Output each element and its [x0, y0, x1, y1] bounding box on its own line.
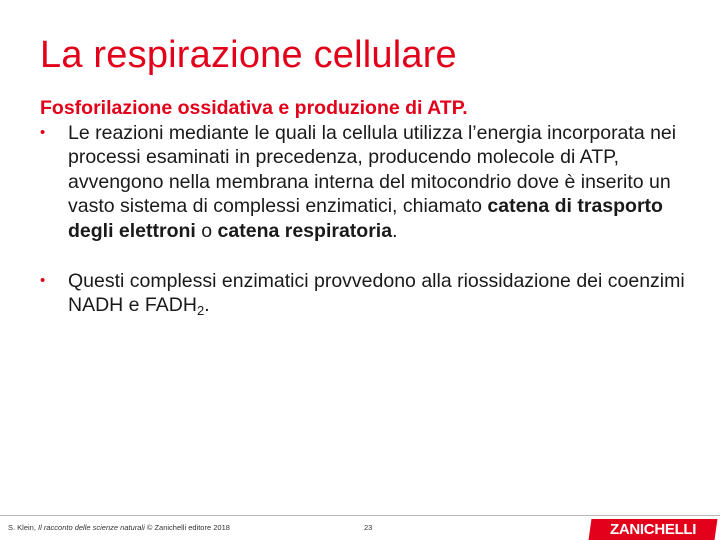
slide-content: [40, 96, 690, 318]
bullet-text: .: [392, 219, 398, 242]
publisher-logo: [589, 519, 718, 540]
bullet-icon: •: [40, 123, 46, 141]
footer-divider: [0, 515, 720, 516]
footer-publisher: © Zanichelli editore 2018: [144, 523, 230, 532]
logo-text: ZANICHELLI: [609, 521, 697, 538]
subheading: Fosforilazione ossidativa e produzione di ATP.: [40, 97, 468, 119]
bullet-bold-term: catena respiratoria: [217, 219, 393, 242]
slide-title: La respirazione cellulare: [40, 34, 457, 76]
page-number: 23: [364, 523, 373, 532]
bullet-item: [40, 269, 690, 318]
footer-book-title: Il racconto delle scienze naturali: [38, 523, 145, 532]
footer-credit: [8, 523, 230, 532]
bullet-bold-term: catena di trasporto degli elettroni: [68, 195, 663, 242]
bullet-text: Le reazioni mediante le quali la cellula utilizza l’energia incorporata nei processi esaminati in precedenza, producendo molecole di ATP, avvengono nella membrana interna del mitocondrio dove è inserito un vasto sistema di complessi enzimatici, chiamato: [68, 121, 677, 218]
bullet-item: [40, 121, 690, 244]
bullet-text: Questi complessi enzimatici provvedono alla riossidazione dei coenzimi NADH e FADH: [68, 269, 685, 317]
bullet-text: o: [195, 219, 218, 242]
bullet-icon: •: [40, 271, 46, 289]
footer-author: S. Klein,: [8, 523, 39, 532]
bullet-text: .: [204, 294, 210, 317]
subscript: 2: [196, 303, 205, 319]
